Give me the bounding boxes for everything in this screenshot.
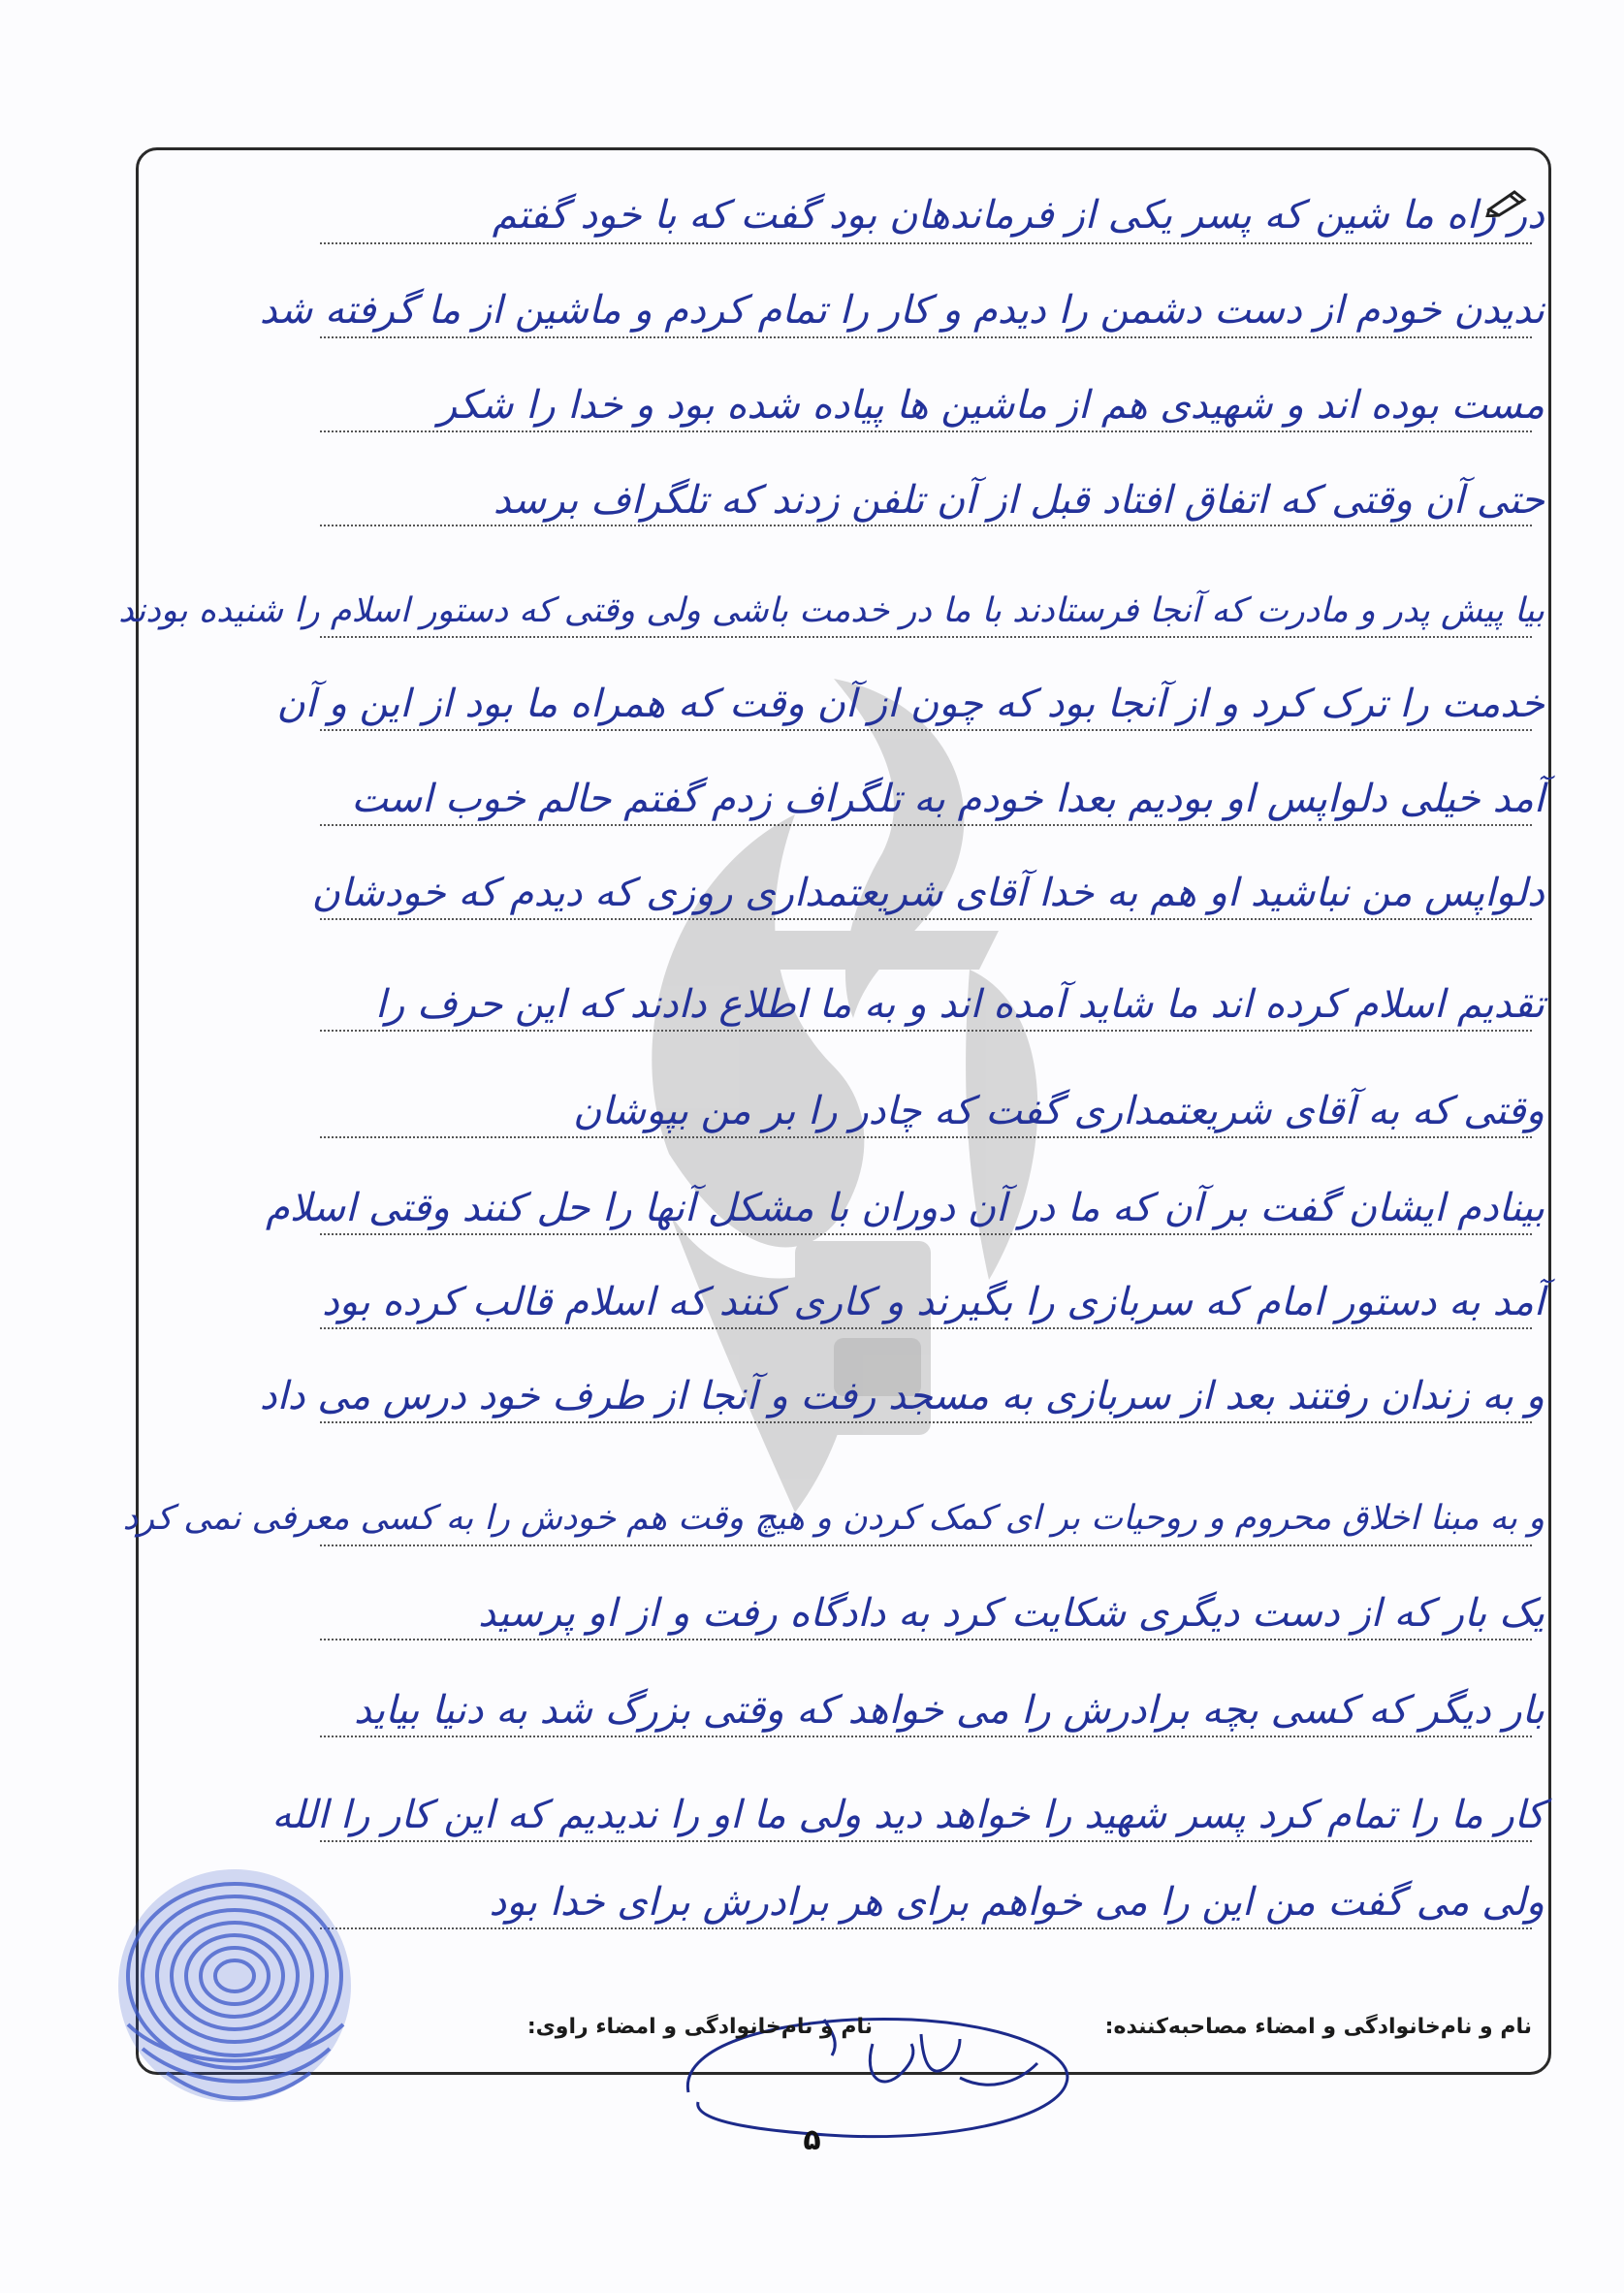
handwritten-line: آمد خیلی دلواپس او بودیم بعدا خودم به تلگراف زدم گفتم حالم خوب است: [351, 777, 1544, 821]
ruled-line: [320, 430, 1532, 432]
ruled-line: [320, 1927, 1532, 1929]
handwritten-line: یک بار که از دست دیگری شکایت کرد به دادگاه رفت و از او پرسید: [478, 1591, 1544, 1636]
handwritten-line: و به زندان رفتند بعد از سربازی به مسجد رفت و آنجا از طرف خود درس می داد: [259, 1374, 1544, 1418]
handwritten-line: تقدیم اسلام کرده اند ما شاید آمده اند و به ما اطلاع دادند که این حرف را: [374, 982, 1544, 1027]
ruled-line: [320, 1736, 1532, 1737]
handwritten-line: دلواپس من نباشید او هم به خدا آقای شریعتمداری روزی که دیدم که خودشان: [311, 871, 1544, 915]
handwritten-line: کار ما را تمام کرد پسر شهید را خواهد دید ولی ما او را ندیدیم که این کار را الله: [271, 1793, 1544, 1837]
ruled-line: [320, 242, 1532, 244]
ruled-line: [320, 1327, 1532, 1329]
ruled-line: [320, 1421, 1532, 1423]
handwritten-line: مست بوده اند و شهیدی هم از ماشین ها پیاده شده بود و خدا را شکر: [437, 383, 1544, 428]
handwritten-line: بینادم ایشان گفت بر آن که ما در آن دوران با مشکل آنها را حل کنند وقتی اسلام: [265, 1186, 1544, 1230]
narrator-signature-label: نام و نام‌خانوادگی و امضاء راوی:: [526, 2015, 873, 2039]
fingerprint-stamp: [89, 1850, 380, 2160]
ruled-line: [320, 1840, 1532, 1842]
handwritten-line: ندیدن خودم از دست دشمن را دیدم و کار را تمام کردم و ماشین از ما گرفته شد: [259, 288, 1544, 333]
ruled-line: [320, 824, 1532, 826]
handwritten-line: حتی آن وقتی که اتفاق افتاد قبل از آن تلفن زدند که تلگراف برسد: [493, 478, 1544, 523]
handwritten-line: بار دیگر که کسی بچه برادرش را می خواهد که وقتی بزرگ شد به دنیا بیاید: [354, 1688, 1544, 1733]
ruled-line: [320, 1136, 1532, 1138]
handwritten-line: وقتی که به آقای شریعتمداری گفت که چادر را بر من بپوشان: [573, 1089, 1544, 1133]
ruled-line: [320, 1233, 1532, 1235]
ruled-line: [320, 1639, 1532, 1640]
handwritten-line: و به مبنا اخلاق محروم و روحیات بر ای کمک کردن و هیچ وقت هم خودش را به کسی معرفی نمی کرد: [122, 1499, 1544, 1538]
ruled-line: [320, 918, 1532, 920]
handwritten-line: ولی می گفت من این را می خواهم برای هر برادرش برای خدا بود: [489, 1880, 1544, 1925]
handwritten-line: آمد به دستور امام که سربازی را بگیرند و کاری کنند که اسلام قالب کرده بود: [321, 1280, 1544, 1324]
handwritten-line: بیا پیش پدر و مادرت که آنجا فرستادند با ما در خدمت باشی ولی وقتی که دستور اسلام را شنیده بودند: [118, 591, 1544, 630]
ruled-line: [320, 1545, 1532, 1546]
handwritten-line: خدمت را ترک کرد و از آنجا بود که چون از آن وقت که همراه ما بود از این و آن: [276, 682, 1544, 726]
interviewer-signature-label: نام و نام‌خانوادگی و امضاء مصاحبه‌کننده:: [1104, 2015, 1532, 2039]
ruled-line: [320, 1030, 1532, 1032]
ruled-line: [320, 636, 1532, 638]
ruled-line: [320, 336, 1532, 338]
ruled-line: [320, 729, 1532, 731]
page-number: ۵: [803, 2123, 821, 2157]
handwritten-line: در راه ما شین که پسر یکی از فرماندهان بود گفت که با خود گفتم: [492, 193, 1544, 238]
